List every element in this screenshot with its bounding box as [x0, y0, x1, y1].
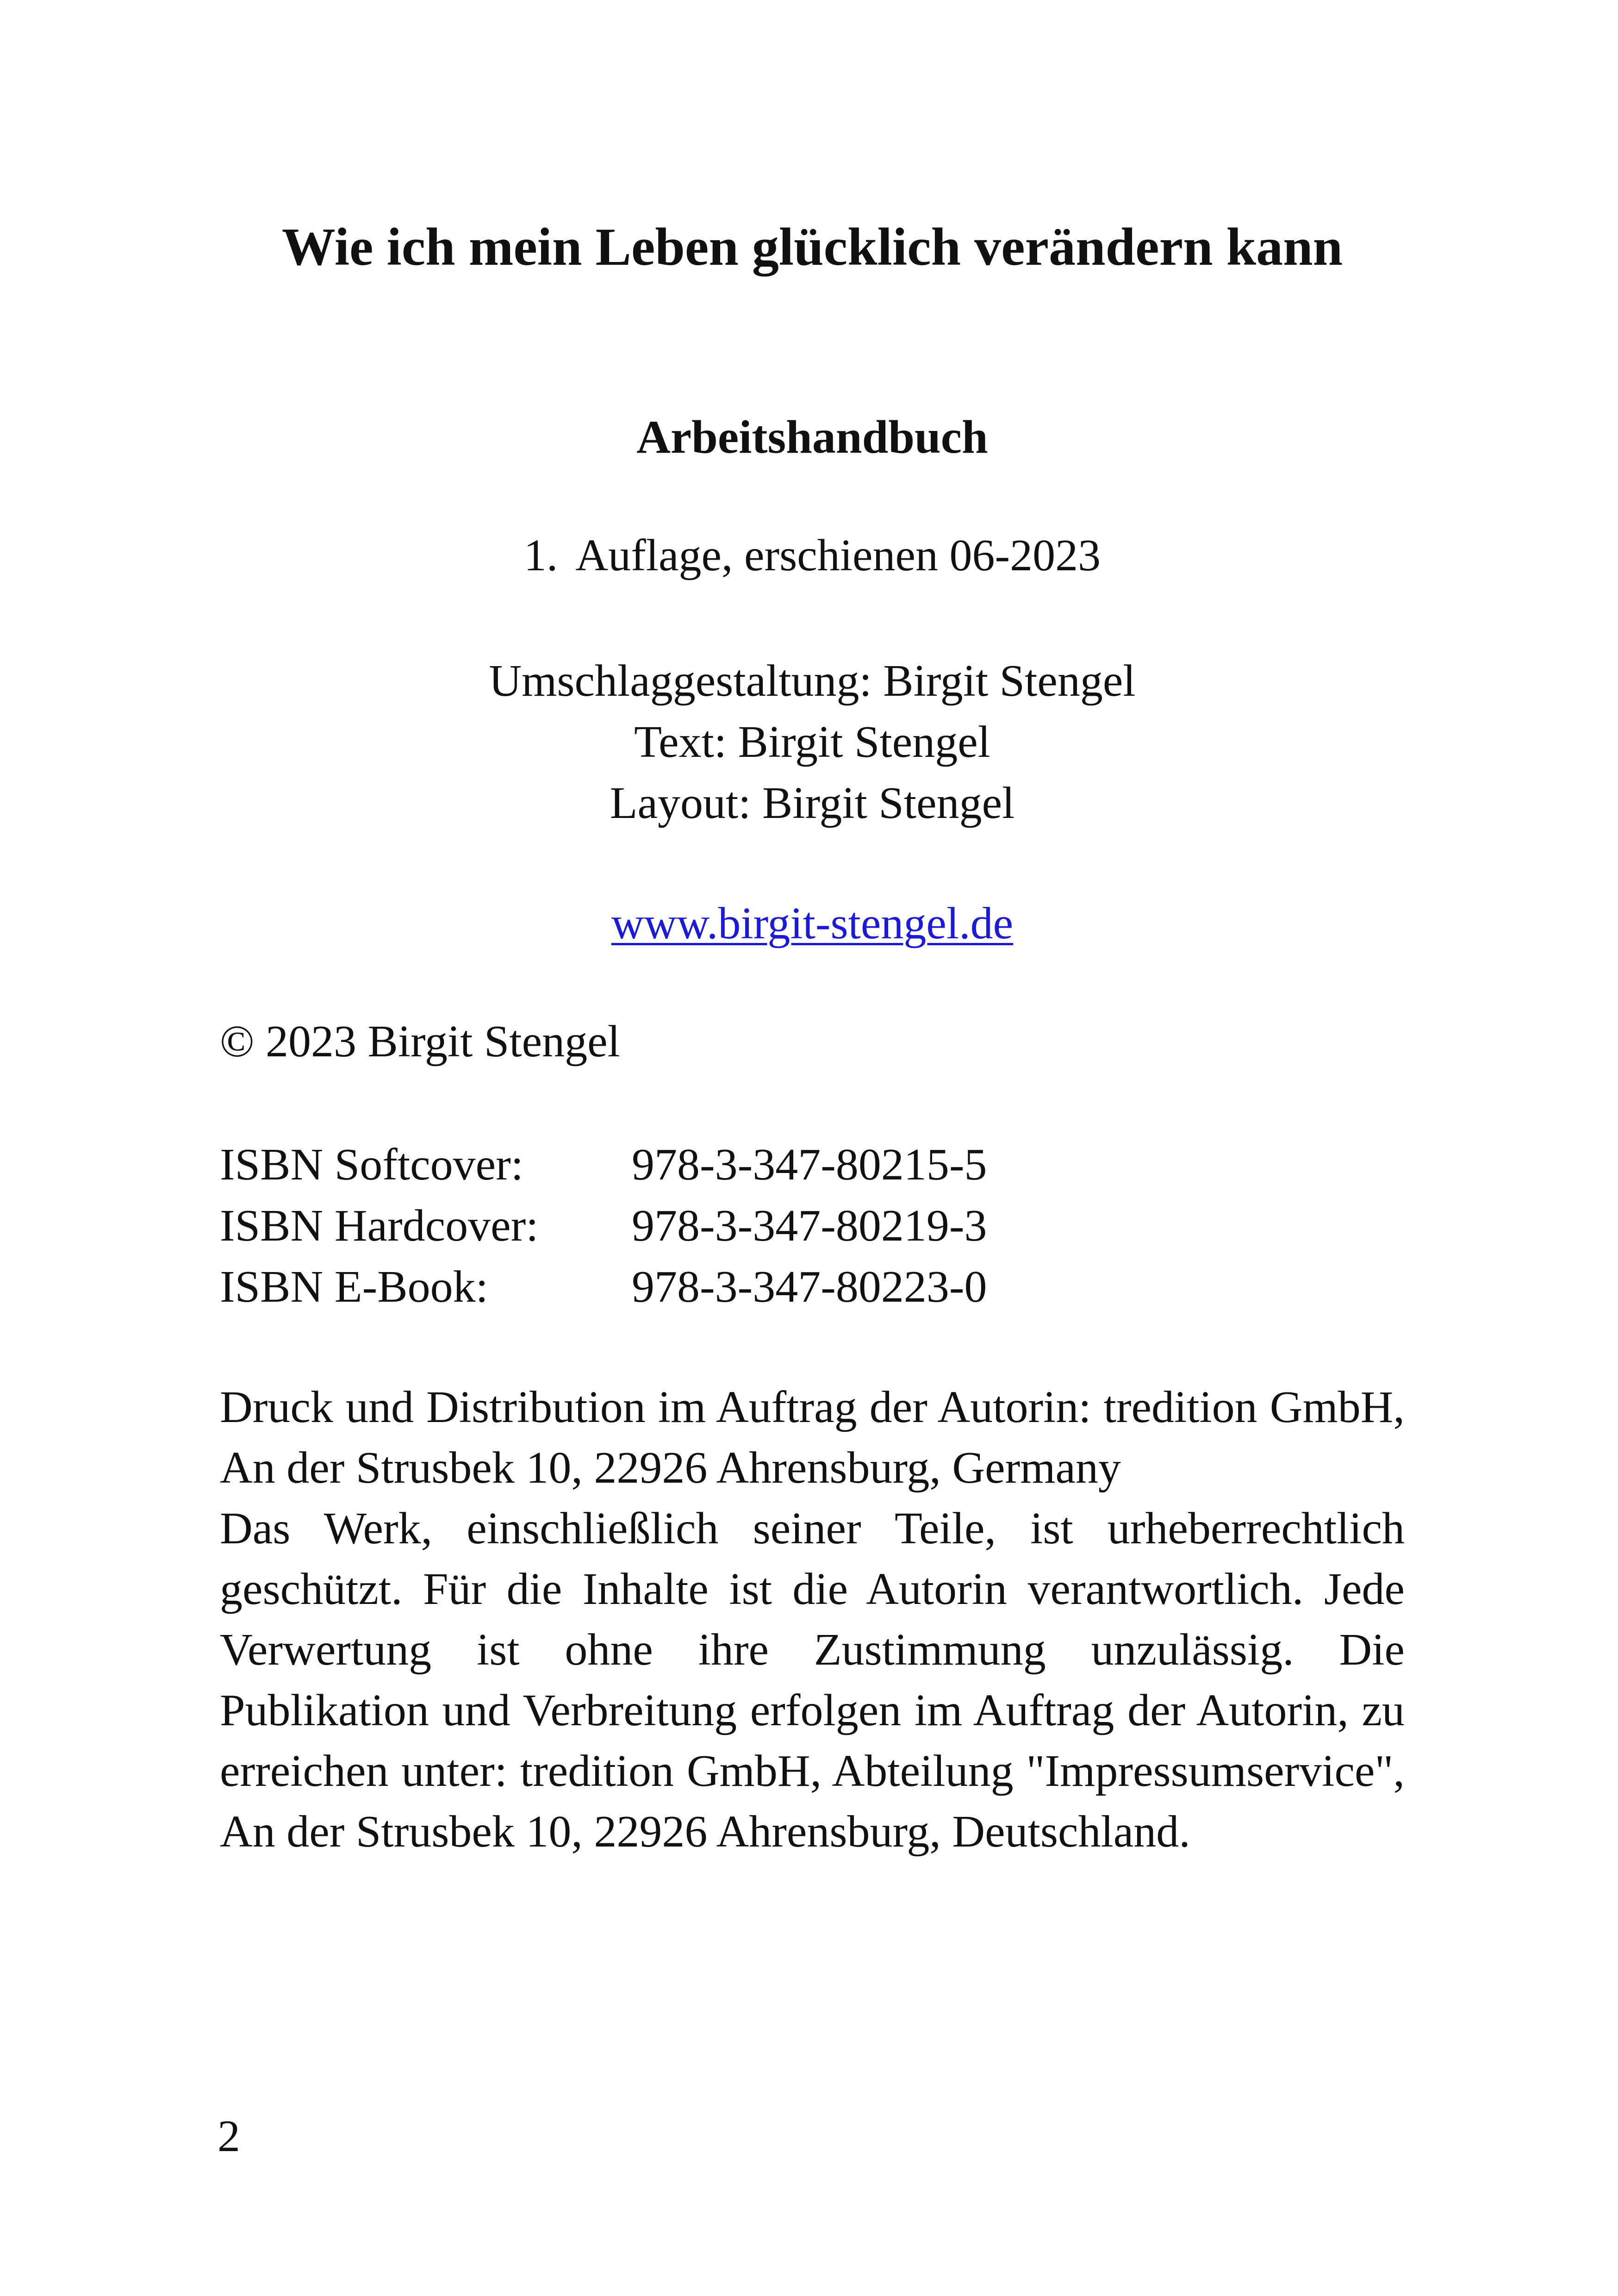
- imprint-block: [220, 1377, 1405, 1862]
- book-title: Wie ich mein Leben glücklich verändern kann: [281, 218, 1343, 277]
- isbn-list: [220, 1134, 1405, 1317]
- isbn-label: ISBN Hardcover:: [220, 1201, 539, 1251]
- edition-number: 1.: [523, 530, 558, 580]
- distribution-notice: Druck und Distribution im Auftrag der Autorin: tredition GmbH, An der Strusbek 10, 22926 Ahrensburg, Germany: [220, 1382, 1405, 1493]
- cover-design-credit: Umschlaggestaltung: Birgit Stengel: [489, 656, 1136, 706]
- edition-text: Auflage, erschienen 06-2023: [575, 530, 1101, 580]
- isbn-row-hardcover: [220, 1195, 1405, 1256]
- page-number: 2: [218, 2111, 240, 2161]
- layout-credit: Layout: Birgit Stengel: [610, 778, 1015, 828]
- isbn-row-ebook: [220, 1256, 1405, 1317]
- isbn-label: ISBN E-Book:: [220, 1262, 488, 1312]
- isbn-label: ISBN Softcover:: [220, 1140, 523, 1190]
- book-subtitle: Arbeitshandbuch: [636, 411, 988, 463]
- copyright-notice: © 2023 Birgit Stengel: [220, 1017, 620, 1067]
- isbn-value: 978-3-347-80219-3: [632, 1201, 987, 1251]
- isbn-value: 978-3-347-80215-5: [632, 1140, 987, 1190]
- credits-block: [220, 650, 1405, 834]
- website-link[interactable]: www.birgit-stengel.de: [611, 898, 1014, 948]
- rights-notice: Das Werk, einschließlich seiner Teile, ist urheberrechtlich geschützt. Für die Inhalte ist die Autorin verantwortlich. Jede Verwertung ist ohne ihre Zustimmung unzulässig. Die Publikation und Verbreitung erfolgen im Auftrag der Autorin, zu erreichen unter: tredition GmbH, Abteilung "Impressumservice", An der Strusbek 10, 22926 Ahrensburg, Deutschland.: [220, 1504, 1405, 1857]
- text-credit: Text: Birgit Stengel: [634, 717, 990, 767]
- isbn-row-softcover: [220, 1134, 1405, 1195]
- isbn-value: 978-3-347-80223-0: [632, 1262, 987, 1312]
- website-line: [220, 896, 1405, 951]
- edition-line: [220, 528, 1405, 583]
